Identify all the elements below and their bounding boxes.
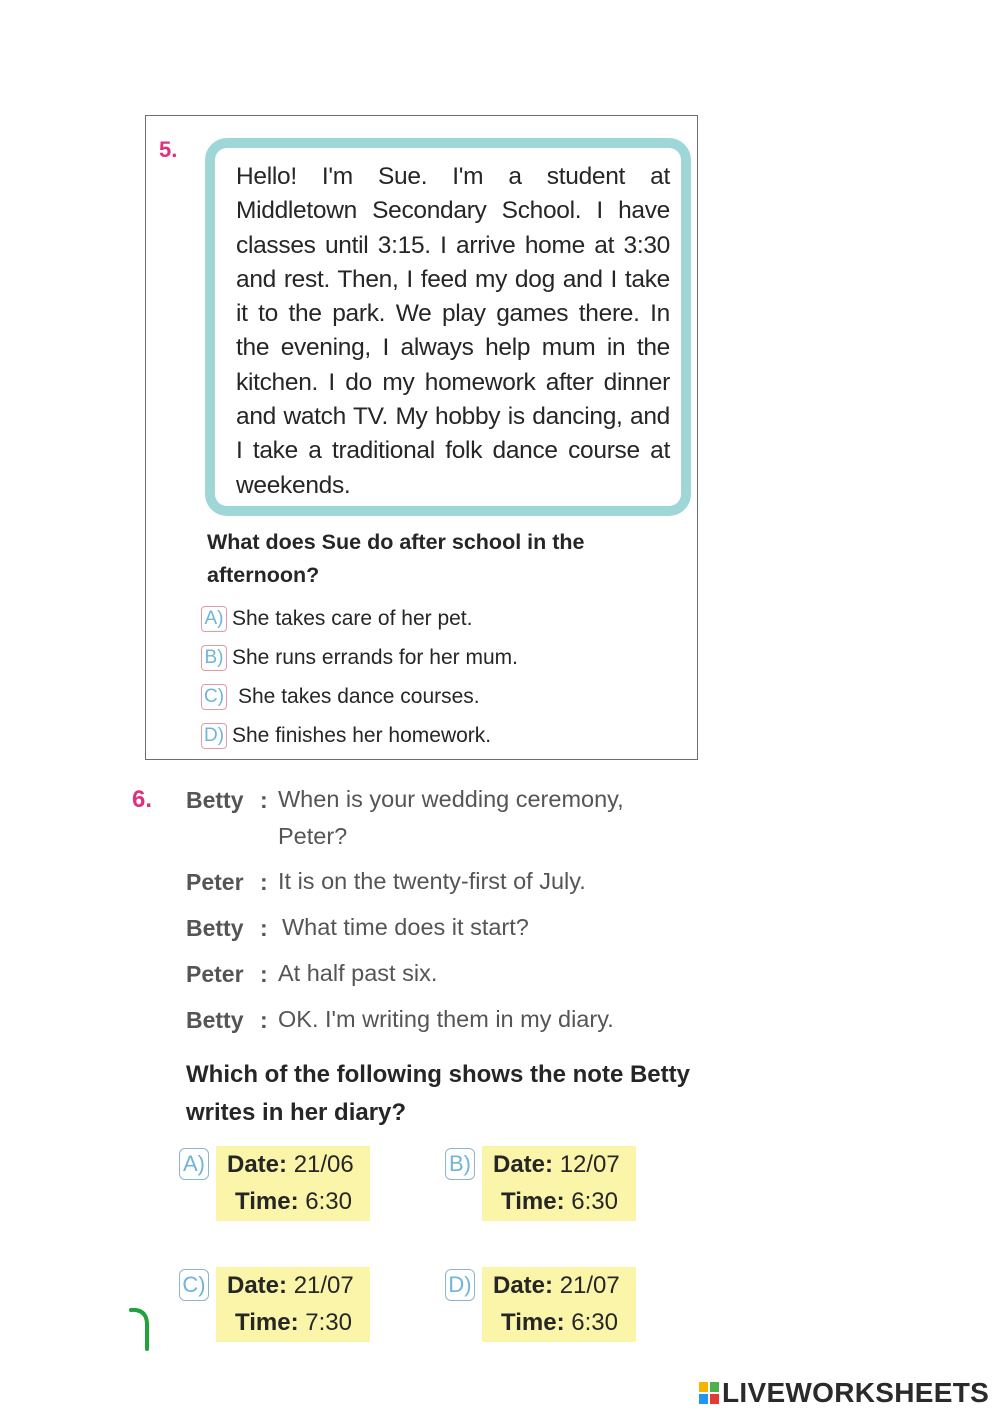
q5-option-c[interactable] <box>201 682 480 712</box>
option-letter[interactable]: B) <box>201 645 227 671</box>
option-text: She takes dance courses. <box>238 685 480 708</box>
time-label: Time: <box>501 1188 565 1215</box>
diary-note-b[interactable] <box>482 1146 636 1221</box>
time-label: Time: <box>235 1309 299 1336</box>
liveworksheets-logo-icon <box>698 1380 720 1406</box>
option-letter[interactable]: C) <box>201 684 227 710</box>
speaker-name: Betty <box>186 787 244 813</box>
speaker-name: Peter <box>186 961 244 987</box>
speaker-name: Betty <box>186 915 244 941</box>
passage-text: Hello! I'm Sue. I'm a student at Middletown Secondary School. I have classes until 3:15. I arrive home at 3:30 and rest. Then, I feed my dog and I take it to the park. We play games there. In the evening, I always help mum in the kitchen. I do my homework after dinner and watch TV. My hobby is dancing, and I take a traditional folk dance course at weekends. <box>236 163 670 499</box>
option-text: She finishes her homework. <box>232 724 492 747</box>
answer-letter-d[interactable]: D) <box>445 1269 475 1301</box>
question-6-prompt: Which of the following shows the note Betty writes in her diary? <box>186 1061 690 1126</box>
dialogue-colon: : <box>260 961 268 987</box>
q5-option-a[interactable] <box>201 604 472 634</box>
option-text: She runs errands for her mum. <box>232 646 518 669</box>
answer-letter-a[interactable]: A) <box>179 1148 209 1180</box>
q5-option-d[interactable] <box>201 721 491 751</box>
time-value: 6:30 <box>571 1188 618 1215</box>
dialogue-line: What time does it start? <box>282 914 529 940</box>
date-label: Date: <box>227 1151 288 1178</box>
green-bracket-mark <box>128 1305 150 1351</box>
time-value: 6:30 <box>571 1309 618 1336</box>
dialogue-colon: : <box>260 869 268 895</box>
time-label: Time: <box>501 1309 565 1336</box>
answer-letter-b[interactable]: B) <box>445 1148 475 1180</box>
dialogue-line: At half past six. <box>278 960 438 986</box>
date-value: 21/07 <box>293 1272 354 1299</box>
dialogue-line: When is your wedding ceremony, <box>278 786 624 812</box>
liveworksheets-logo <box>698 1378 989 1408</box>
dialogue-colon: : <box>260 915 268 941</box>
time-value: 6:30 <box>305 1188 352 1215</box>
date-label: Date: <box>227 1272 288 1299</box>
diary-note-c[interactable] <box>216 1267 370 1342</box>
speaker-name: Betty <box>186 1007 244 1033</box>
q5-option-b[interactable] <box>201 643 518 673</box>
liveworksheets-logo-text: LIVEWORKSHEETS <box>722 1377 990 1408</box>
dialogue-line-continued: Peter? <box>278 823 348 849</box>
date-value: 12/07 <box>559 1151 620 1178</box>
option-letter[interactable]: D) <box>201 723 227 749</box>
date-value: 21/07 <box>559 1272 620 1299</box>
dialogue-colon: : <box>260 787 268 813</box>
question-6-number: 6. <box>132 786 153 813</box>
dialogue-colon: : <box>260 1007 268 1033</box>
option-letter[interactable]: A) <box>201 606 227 632</box>
dialogue-line: It is on the twenty-first of July. <box>278 868 586 894</box>
date-label: Date: <box>493 1272 554 1299</box>
time-label: Time: <box>235 1188 299 1215</box>
answer-letter-c[interactable]: C) <box>179 1269 209 1301</box>
question-5-number: 5. <box>159 137 178 162</box>
option-text: She takes care of her pet. <box>232 607 473 630</box>
speaker-name: Peter <box>186 869 244 895</box>
dialogue-line: OK. I'm writing them in my diary. <box>278 1006 614 1032</box>
date-label: Date: <box>493 1151 554 1178</box>
diary-note-d[interactable] <box>482 1267 636 1342</box>
time-value: 7:30 <box>305 1309 352 1336</box>
diary-note-a[interactable] <box>216 1146 370 1221</box>
question-5-prompt: What does Sue do after school in the afternoon? <box>207 530 585 587</box>
date-value: 21/06 <box>293 1151 354 1178</box>
